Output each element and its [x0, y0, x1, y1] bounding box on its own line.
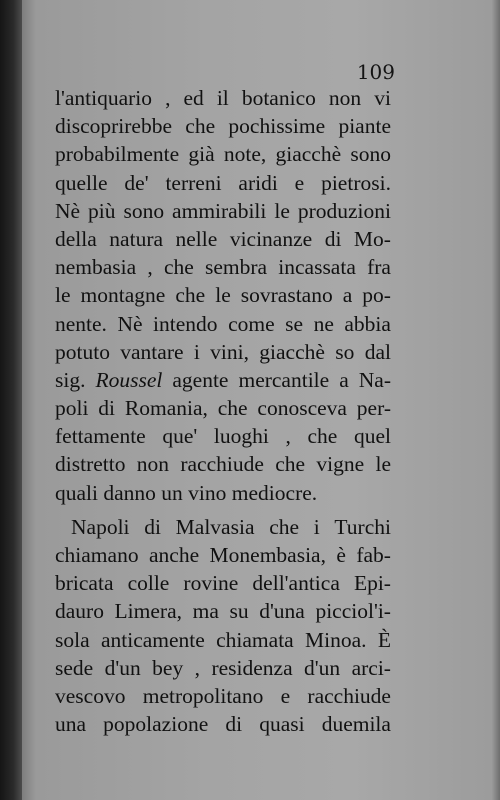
- paragraph: [55, 513, 391, 739]
- text-line: dauro Limera, ma su d'una picciol'i-: [55, 599, 391, 624]
- page-number: 109: [356, 60, 395, 84]
- text-line: sig. Roussel agente mercantile a Na-: [55, 367, 391, 392]
- text-line: bricata colle rovine dell'antica Epi-: [55, 571, 391, 596]
- text-line: sola anticamente chiamata Minoa. È: [55, 627, 391, 652]
- page-edge: [492, 0, 500, 800]
- text-line: della natura nelle vicinanze di Mo-: [55, 226, 391, 251]
- text-line: fettamente que' luoghi , che quel: [55, 424, 391, 449]
- text-line: una popolazione di quasi duemila: [55, 712, 391, 737]
- text-line: chiamano anche Monembasia, è fab-: [55, 543, 391, 567]
- text-line: Napoli di Malvasia che i Turchi: [71, 514, 391, 539]
- text-line: quelle de' terreni aridi e pietrosi.: [55, 170, 391, 195]
- paragraph: [55, 84, 391, 507]
- text-line: le montagne che le sovrastano a po-: [55, 283, 391, 308]
- text-line: sede d'un bey , residenza d'un arci-: [55, 655, 391, 680]
- text-line: discoprirebbe che pochissime piante: [55, 114, 391, 139]
- text-line: nembasia , che sembra incassata fra: [55, 255, 391, 280]
- text-line: probabilmente già note, giacchè sono: [55, 142, 391, 167]
- text-line: Nè più sono ammirabili le produzioni: [55, 198, 391, 223]
- text-line: quali danno un vino mediocre.: [55, 480, 318, 505]
- text-line: l'antiquario , ed il botanico non vi: [55, 86, 391, 110]
- text-line: nente. Nè intendo come se ne abbia: [55, 311, 391, 336]
- text-line: vescovo metropolitano e racchiude: [55, 683, 391, 708]
- text-line: potuto vantare i vini, giacchè so dal: [55, 339, 391, 364]
- text-line: poli di Romania, che conosceva per-: [55, 396, 391, 421]
- book-gutter: [0, 0, 22, 800]
- body-text: [55, 84, 391, 738]
- text-line: distretto non racchiude che vigne le: [55, 452, 391, 477]
